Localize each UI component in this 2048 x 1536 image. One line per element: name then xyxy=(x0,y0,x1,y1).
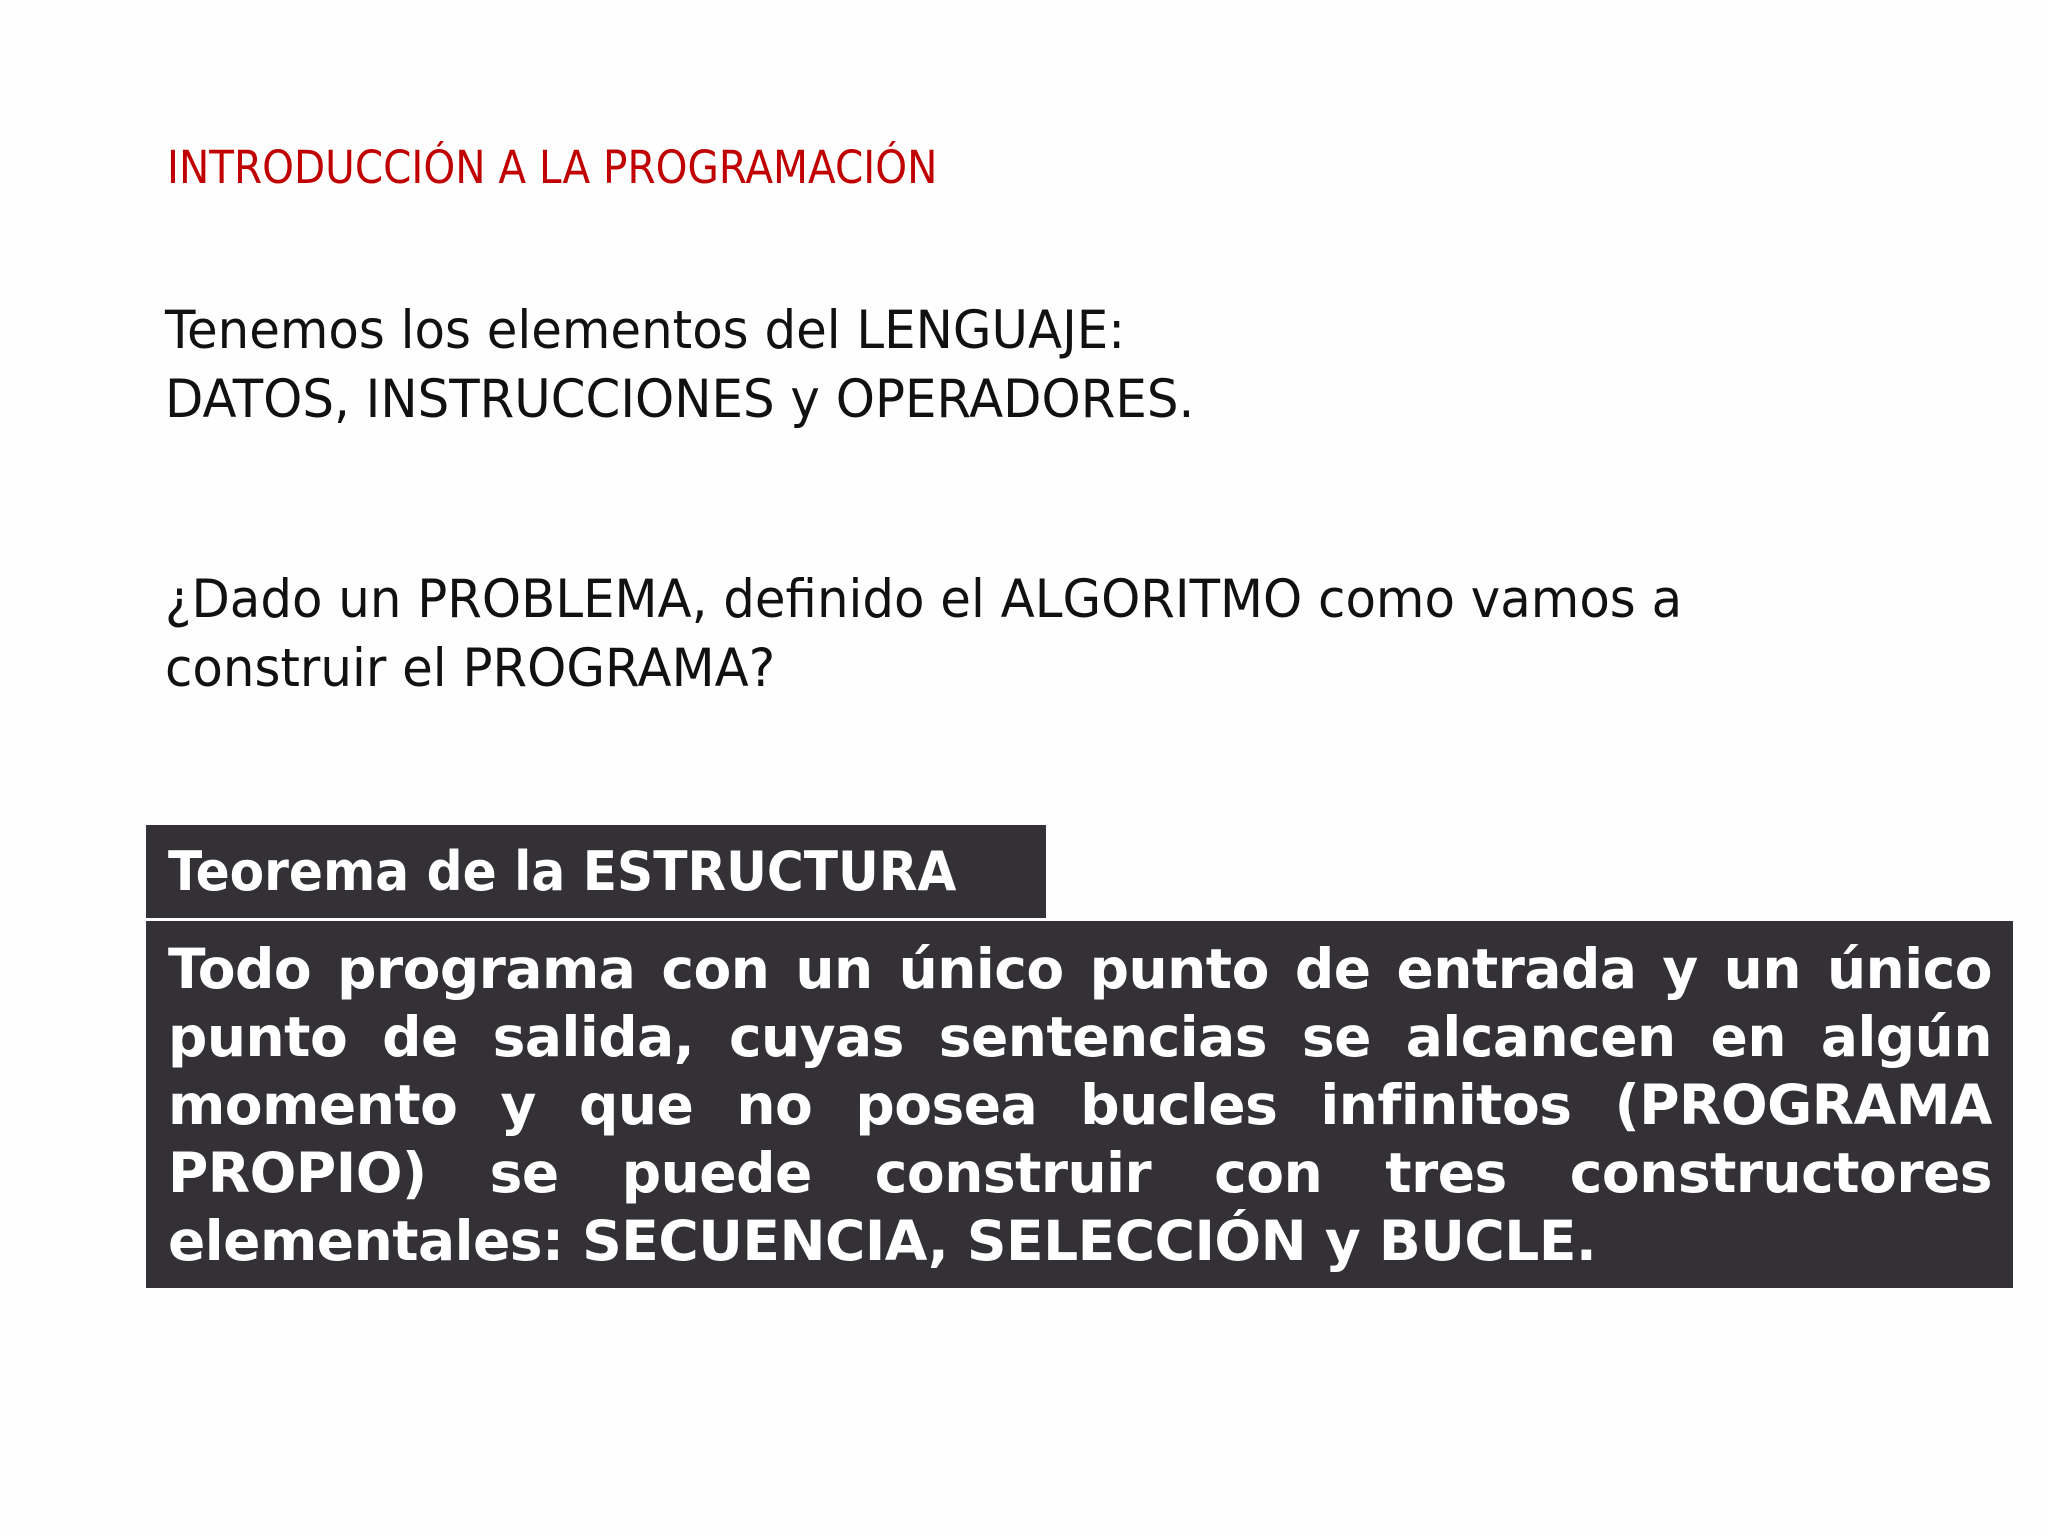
paragraph-line: DATOS, INSTRUCCIONES y OPERADORES. xyxy=(165,369,1195,430)
paragraph-line: Tenemos los elementos del LENGUAJE: xyxy=(165,300,1126,361)
theorem-statement: Todo programa con un único punto de entrada y un único punto de salida, cuyas sentencias se alcancen en algún momento y que no posea bucles infinitos (PROGRAMA PROPIO) se puede construir con tres constructores elementales: SECUENCIA, SELECCIÓN y BUCLE. xyxy=(168,937,1992,1273)
language-elements-paragraph xyxy=(165,296,1194,434)
slide-title: INTRODUCCIÓN A LA PROGRAMACIÓN xyxy=(167,141,938,194)
theorem-body-box xyxy=(146,921,2013,1288)
theorem-heading: Teorema de la ESTRUCTURA xyxy=(168,840,957,903)
paragraph-line: ¿Dado un PROBLEMA, definido el ALGORITMO como vamos a xyxy=(165,569,1683,630)
paragraph-line: construir el PROGRAMA? xyxy=(165,638,776,699)
theorem-heading-box xyxy=(146,825,1046,918)
problem-question-paragraph xyxy=(165,565,1682,703)
